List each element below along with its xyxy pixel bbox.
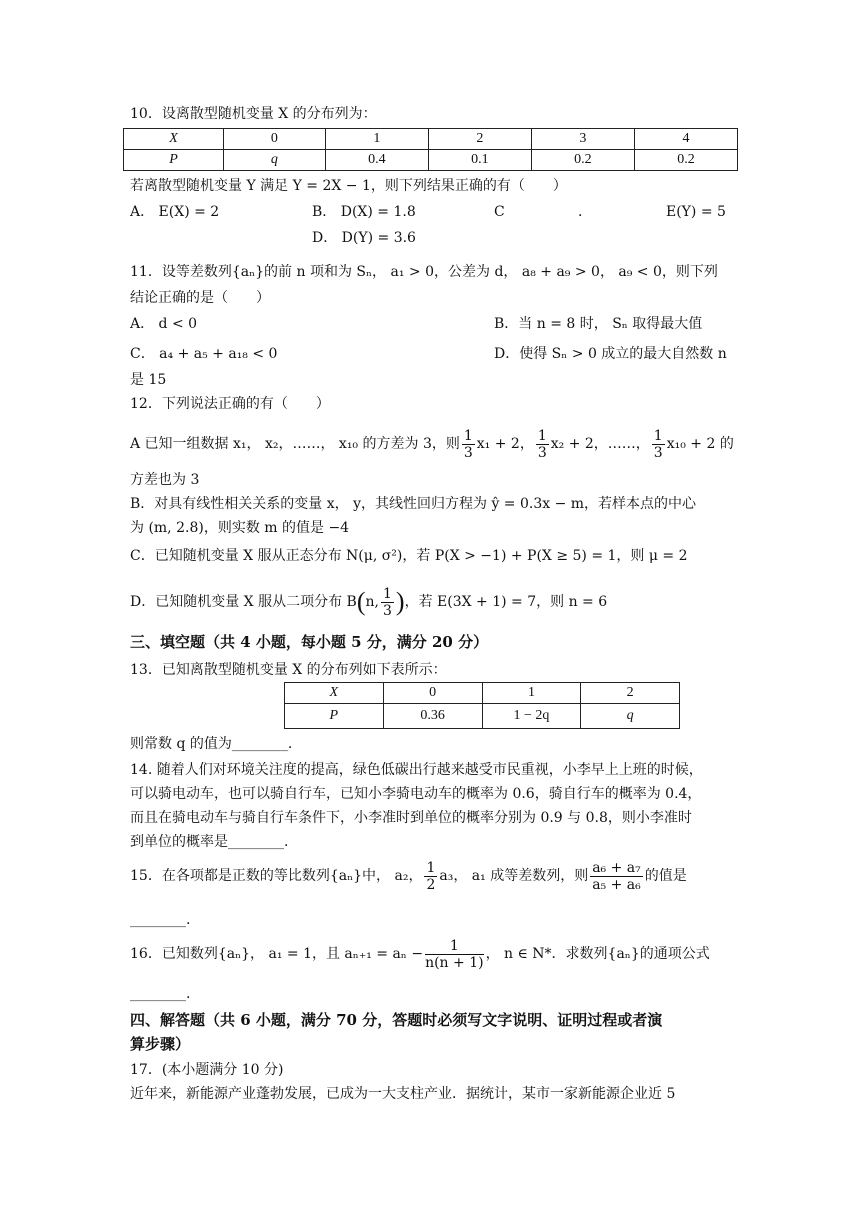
q12-option-a-line2: 方差也为 3 (130, 472, 200, 488)
q11-line2: 结论正确的是（ ） (130, 290, 270, 306)
table-row (285, 683, 680, 704)
table-cell: 1 (482, 683, 581, 704)
frac-den: 3 (463, 444, 473, 461)
frac-num: 1 (425, 938, 484, 955)
q10-option-b: B． D(X) = 1.8 (312, 204, 416, 220)
fraction (590, 860, 643, 893)
q12-option-d (130, 582, 607, 622)
q12-option-b-line2: 为 (m, 2.8)，则实数 m 的值是 −4 (130, 520, 350, 536)
q15-line1 (130, 856, 687, 896)
fraction (424, 860, 437, 893)
frac-den: a₅ + a₆ (592, 876, 641, 893)
frac-num: 1 (382, 585, 392, 602)
q16-text-a: 16．已知数列{aₙ}， a₁ = 1，且 aₙ₊₁ = aₙ − (130, 946, 424, 962)
table-cell: X (329, 685, 339, 700)
q14-line3: 而且在骑电动车与骑自行车条件下，小李准时到单位的概率分别为 0.9 与 0.8，则小李准时 (130, 810, 692, 826)
table-cell: P (169, 152, 178, 167)
table-cell: 0.4 (325, 150, 428, 171)
q10-option-c-dot: . (578, 204, 583, 220)
frac-num: 1 (653, 427, 663, 444)
table-cell: 0.1 (428, 150, 531, 171)
frac-den: 3 (382, 602, 392, 619)
fraction (381, 586, 394, 619)
q11-option-d: D．使得 Sₙ > 0 成立的最大自然数 n (494, 346, 727, 362)
q12-a-text: A 已知一组数据 x₁， x₂，……， x₁₀ 的方差为 3，则 (130, 436, 460, 452)
table-cell: 0 (383, 683, 482, 704)
q10-option-a: A． E(X) = 2 (130, 204, 220, 220)
q15-blank: ________. (130, 912, 191, 928)
q16-blank: ________. (130, 986, 191, 1002)
q10-condition: 若离散型随机变量 Y 满足 Y = 2X − 1，则下列结果正确的有（ ） (130, 178, 567, 194)
table-cell: q (270, 152, 278, 167)
table-cell: q (626, 708, 634, 723)
paren-right: ) (395, 587, 405, 616)
fraction (425, 938, 484, 971)
q10-option-c-expr: E(Y) = 5 (666, 204, 726, 220)
q11-line1: 11．设等差数列{aₙ}的前 n 项和为 Sₙ， a₁ > 0，公差为 d， a₈ + a₉ > 0， a₉ < 0，则下列 (130, 264, 718, 280)
q12-d-n: n, (365, 594, 379, 610)
table-cell: 3 (531, 129, 634, 150)
table-row (124, 129, 738, 150)
q15-text-b: a₃， a₁ 成等差数列，则 (439, 868, 589, 884)
table-cell: 1 − 2q (482, 704, 581, 729)
q16-text-b: ， n ∈ N*．求数列{aₙ}的通项公式 (485, 946, 710, 962)
q12-a-term1: x₁ + 2， (476, 436, 534, 452)
fraction (652, 428, 665, 461)
frac-num: 1 (537, 427, 547, 444)
table-cell: P (329, 708, 339, 723)
q10-distribution-table (123, 128, 738, 171)
q14-line1: 14. 随着人们对环境关注度的提高，绿色低碳出行越来越受市民重视，小李早上上班的时候， (130, 762, 703, 778)
q13-distribution-table (284, 682, 680, 729)
section-3-heading: 三、填空题（共 4 小题，每小题 5 分，满分 20 分） (130, 633, 489, 651)
q12-d-rest: ，若 E(3X + 1) = 7，则 n = 6 (404, 594, 608, 610)
frac-den: 3 (537, 444, 547, 461)
q11-option-a: A． d < 0 (130, 316, 198, 332)
q12-stem: 12．下列说法正确的有（ ） (130, 396, 330, 412)
frac-den: 3 (653, 444, 663, 461)
q17-line1: 近年来，新能源产业蓬勃发展，已成为一大支柱产业．据统计，某市一家新能源企业近 5 (130, 1086, 676, 1102)
section-4-heading-line1: 四、解答题（共 6 小题，满分 70 分，答题时必须写文字说明、证明过程或者演 (130, 1011, 663, 1029)
q10-option-d: D． D(Y) = 3.6 (312, 230, 416, 246)
q13-ask: 则常数 q 的值为________. (130, 736, 293, 752)
fraction (462, 428, 475, 461)
q11-option-c: C． a₄ + a₅ + a₁₈ < 0 (130, 346, 278, 362)
table-cell: 2 (428, 129, 531, 150)
q12-option-a-line1 (130, 424, 734, 464)
q10-option-c-label: C (494, 204, 505, 220)
q11-option-b: B．当 n = 8 时， Sₙ 取得最大值 (494, 316, 703, 332)
frac-den: 2 (426, 876, 436, 893)
q13-stem: 13．已知离散型随机变量 X 的分布列如下表所示： (130, 662, 447, 678)
table-cell: 2 (581, 683, 680, 704)
fraction (536, 428, 549, 461)
table-cell: 1 (325, 129, 428, 150)
paren-left: ( (356, 587, 366, 616)
table-cell: X (169, 131, 178, 146)
table-cell: 0.36 (383, 704, 482, 729)
q15-text-c: 的值是 (644, 868, 687, 884)
q12-a-term3: x₁₀ + 2 的 (666, 436, 734, 452)
q12-d-text: D．已知随机变量 X 服从二项分布 B (130, 594, 357, 610)
q14-line4: 到单位的概率是________. (130, 834, 289, 850)
q16-line1 (130, 934, 710, 974)
q12-a-term2: x₂ + 2，……， (550, 436, 650, 452)
frac-num: 1 (426, 859, 436, 876)
q10-stem: 10．设离散型随机变量 X 的分布列为： (130, 106, 377, 122)
frac-num: a₆ + a₇ (592, 859, 641, 876)
section-4-heading-line2: 算步骤） (130, 1035, 191, 1053)
q12-option-b-line1: B．对具有线性相关关系的变量 x， y，其线性回归方程为 ŷ = 0.3x − m，若样本点的中心 (130, 496, 697, 512)
q17-heading: 17．(本小题满分 10 分) (130, 1062, 284, 1078)
frac-den: n(n + 1) (425, 954, 484, 971)
frac-num: 1 (463, 427, 473, 444)
q12-option-c: C．已知随机变量 X 服从正态分布 N(μ, σ²)，若 P(X > −1) + P(X ≥ 5) = 1，则 μ = 2 (130, 548, 688, 564)
table-cell: 0.2 (531, 150, 634, 171)
q11-option-d-cont: 是 15 (130, 372, 167, 388)
table-cell: 4 (634, 129, 737, 150)
q15-text-a: 15．在各项都是正数的等比数列{aₙ}中， a₂， (130, 868, 423, 884)
table-row (285, 704, 680, 729)
q14-line2: 可以骑电动车，也可以骑自行车，已知小李骑电动车的概率为 0.6，骑自行车的概率为 0.4， (130, 786, 702, 802)
table-cell: 0.2 (634, 150, 737, 171)
table-cell: 0 (223, 129, 325, 150)
table-row (124, 150, 738, 171)
